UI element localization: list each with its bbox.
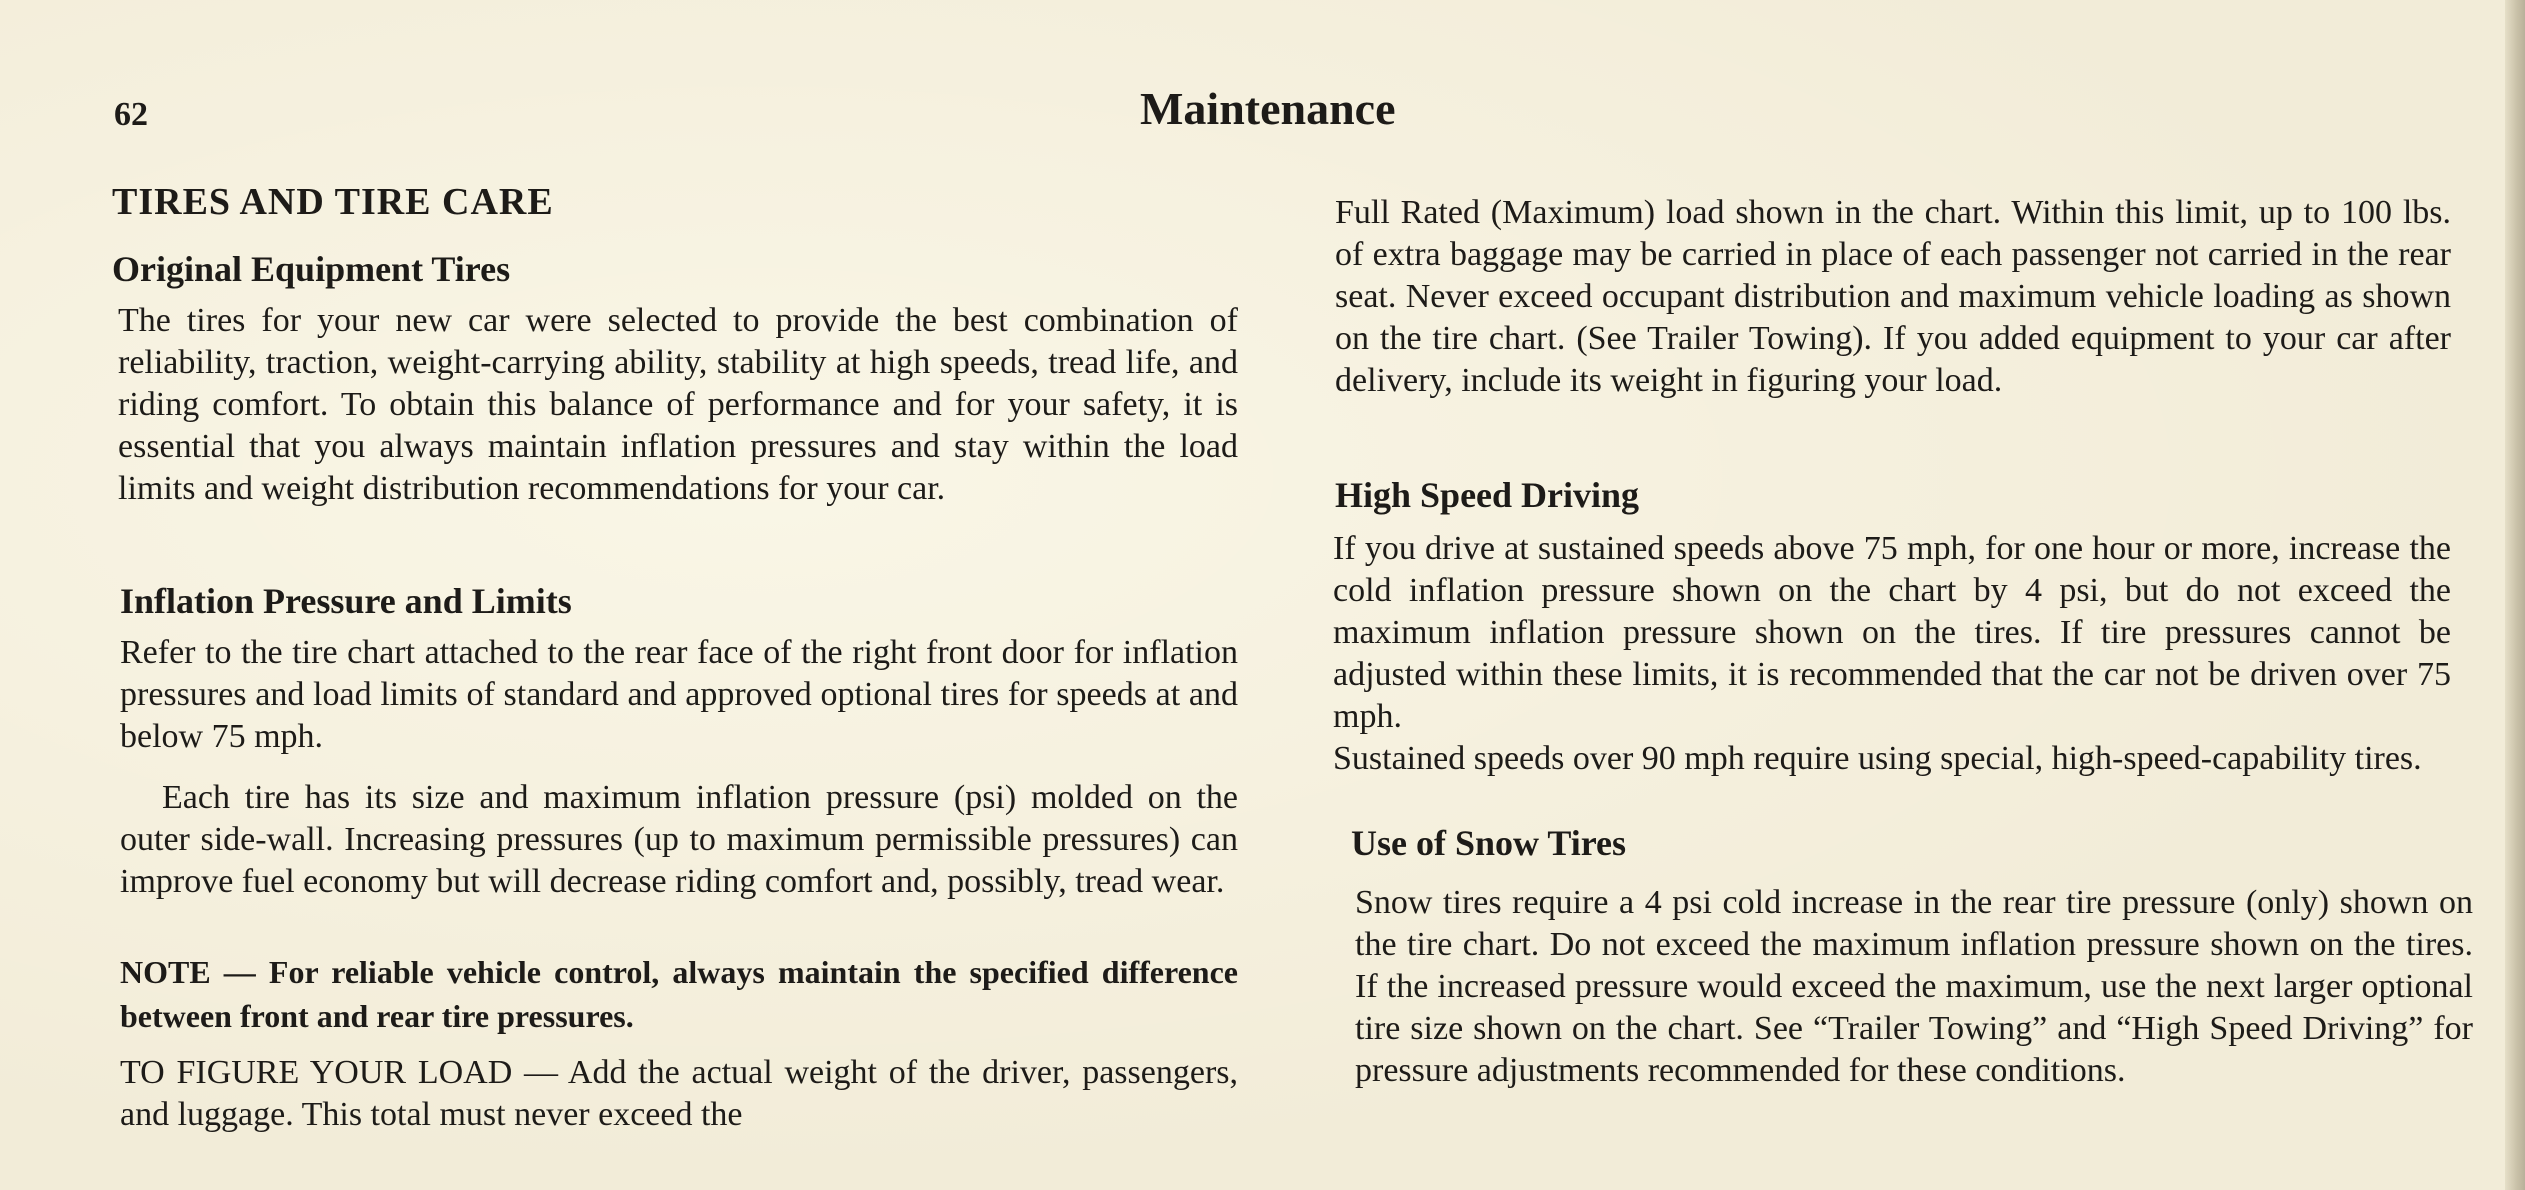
figure-load-text: TO FIGURE YOUR LOAD — Add the actual weight of the driver, passengers, and luggage. This total must never exceed the xyxy=(120,1054,1238,1133)
high-speed-heading: High Speed Driving xyxy=(1335,475,1640,515)
page-title: Maintenance xyxy=(1140,83,1396,134)
snow-tires-heading: Use of Snow Tires xyxy=(1351,823,1627,863)
inflation-text: Refer to the tire chart attached to the rear face of the right front door for inflation pressures and load limits of standard and approved optional tires for speeds at and below 75 mph. xyxy=(120,634,1238,755)
page-number: 62 xyxy=(114,96,148,133)
load-continued-text: Full Rated (Maximum) load shown in the chart. Within this limit, up to 100 lbs. of extra baggage may be carried in place of each passenger not carried in the rear seat. Never exceed occupant distribution and maximum vehicle loading as shown on the tire chart. (See Trailer Towing). If you added equipment to your car after delivery, include its weight in figuring your load. xyxy=(1335,194,2451,399)
original-equipment-text: The tires for your new car were selected to provide the best combination of reliability, traction, weight-carrying ability, stability at high speeds, tread life, and riding comfort. To obtain this balance of performance and for your safety, it is essential that you always maintain inflation pressures and stay within the load limits and weight distribution recommendations for your car. xyxy=(118,302,1238,507)
page-spine-shadow xyxy=(2505,0,2525,1190)
note-text: NOTE — For reliable vehicle control, always maintain the specified difference between front and rear tire pressures. xyxy=(120,954,1238,1034)
original-equipment-heading: Original Equipment Tires xyxy=(112,249,511,289)
sustained-speeds-text: Sustained speeds over 90 mph require using special, high-speed-capability tires. xyxy=(1333,740,2422,777)
snow-tires-text: Snow tires require a 4 psi cold increase in the rear tire pressure (only) shown on the tire chart. Do not exceed the maximum inflation pressure shown on the tires. If the increased pressure would exceed the maximum, use the next larger optional tire size shown on the chart. See “Trailer Towing” and “High Speed Driving” for pressure adjustments recommended for these conditions. xyxy=(1355,884,2473,1089)
high-speed-text: If you drive at sustained speeds above 75 mph, for one hour or more, increase the cold inflation pressure shown on the chart by 4 psi, but do not exceed the maximum inflation pressure shown on the tires. If tire pressures cannot be adjusted within these limits, it is recommended that the car not be driven over 75 mph. xyxy=(1333,530,2451,735)
main-heading: TIRES AND TIRE CARE xyxy=(112,181,554,223)
inflation-heading: Inflation Pressure and Limits xyxy=(120,581,572,621)
each-tire-text: Each tire has its size and maximum inflation pressure (psi) molded on the outer side-wall. Increasing pressures (up to maximum permissible pressures) can improve fuel economy but will decrease riding comfort and, possibly, tread wear. xyxy=(120,779,1238,900)
